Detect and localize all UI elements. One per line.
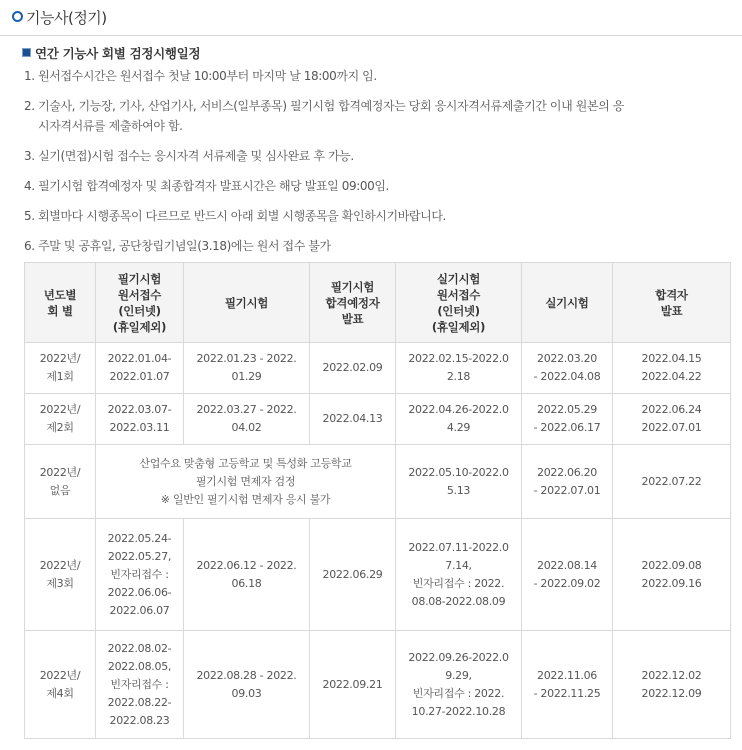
practical-exam-cell: 2022.11.06 - 2022.11.25 bbox=[522, 631, 613, 739]
practical-registration-cell: 2022.09.26-2022.0 9.29, 빈자리접수 : 2022. 10.27-2022.10.28 bbox=[396, 631, 522, 739]
notice-item bbox=[24, 146, 354, 166]
final-pass-cell: 2022.09.08 2022.09.16 bbox=[613, 519, 731, 631]
notice-text: 필기시험 합격예정자 및 최종합격자 발표시간은 해당 발표일 09:00임. bbox=[38, 179, 389, 193]
round-cell: 2022년/ 없음 bbox=[25, 445, 96, 519]
notice-item bbox=[24, 206, 446, 226]
column-header-final-pass: 합격자 발표 bbox=[613, 263, 731, 343]
section-title bbox=[22, 44, 200, 62]
notice-text: 실기(면접)시험 접수는 응시자격 서류제출 및 심사완료 후 가능. bbox=[38, 149, 354, 163]
table-header-row bbox=[25, 263, 731, 343]
table-row bbox=[25, 631, 731, 739]
practical-exam-cell: 2022.08.14 - 2022.09.02 bbox=[522, 519, 613, 631]
written-pass-cell: 2022.04.13 bbox=[310, 394, 396, 445]
notice-number: 4. bbox=[24, 179, 35, 193]
written-pass-cell: 2022.06.29 bbox=[310, 519, 396, 631]
page-header bbox=[0, 0, 742, 36]
practical-registration-cell: 2022.02.15-2022.0 2.18 bbox=[396, 343, 522, 394]
final-pass-cell: 2022.12.02 2022.12.09 bbox=[613, 631, 731, 739]
notice-number: 3. bbox=[24, 149, 35, 163]
written-registration-cell: 2022.03.07- 2022.03.11 bbox=[96, 394, 184, 445]
column-header-round: 년도별 회 별 bbox=[25, 263, 96, 343]
written-pass-cell: 2022.02.09 bbox=[310, 343, 396, 394]
column-header-written-exam: 필기시험 bbox=[184, 263, 310, 343]
practical-registration-cell: 2022.05.10-2022.0 5.13 bbox=[396, 445, 522, 519]
column-header-practical-exam: 실기시험 bbox=[522, 263, 613, 343]
written-exam-cell: 2022.08.28 - 2022. 09.03 bbox=[184, 631, 310, 739]
table-row bbox=[25, 343, 731, 394]
round-cell: 2022년/ 제4회 bbox=[25, 631, 96, 739]
notice-text: 주말 및 공휴일, 공단창립기념일(3.18)에는 원서 접수 불가 bbox=[38, 239, 331, 253]
round-cell: 2022년/ 제1회 bbox=[25, 343, 96, 394]
round-cell: 2022년/ 제2회 bbox=[25, 394, 96, 445]
notice-number: 6. bbox=[24, 239, 35, 253]
practical-registration-cell: 2022.04.26-2022.0 4.29 bbox=[396, 394, 522, 445]
exemption-note-cell: 산업수요 맞춤형 고등학교 및 특성화 고등학교 필기시험 면제자 검정 ※ 일반인 필기시험 면제자 응시 불가 bbox=[96, 445, 396, 519]
notice-item bbox=[24, 236, 331, 256]
written-exam-cell: 2022.06.12 - 2022. 06.18 bbox=[184, 519, 310, 631]
table-row bbox=[25, 394, 731, 445]
column-header-practical-registration: 실기시험 원서접수 (인터넷) (휴일제외) bbox=[396, 263, 522, 343]
practical-exam-cell: 2022.06.20 - 2022.07.01 bbox=[522, 445, 613, 519]
notice-item bbox=[24, 96, 624, 136]
written-pass-cell: 2022.09.21 bbox=[310, 631, 396, 739]
final-pass-cell: 2022.04.15 2022.04.22 bbox=[613, 343, 731, 394]
square-bullet-icon bbox=[22, 48, 31, 57]
notice-item bbox=[24, 66, 377, 86]
notice-text-continued: 시자격서류를 제출하여야 함. bbox=[38, 119, 183, 133]
schedule-table bbox=[24, 262, 731, 739]
column-header-written-pass: 필기시험 합격예정자 발표 bbox=[310, 263, 396, 343]
practical-exam-cell: 2022.05.29 - 2022.06.17 bbox=[522, 394, 613, 445]
notice-text: 회별마다 시행종목이 다르므로 반드시 아래 회별 시행종목을 확인하시기바랍니다. bbox=[38, 209, 446, 223]
notice-text: 원서접수시간은 원서접수 첫날 10:00부터 마지막 날 18:00까지 임. bbox=[38, 69, 377, 83]
notice-number: 2. bbox=[24, 99, 35, 113]
written-registration-cell: 2022.01.04- 2022.01.07 bbox=[96, 343, 184, 394]
written-registration-cell: 2022.05.24- 2022.05.27, 빈자리접수 : 2022.06.06- 2022.06.07 bbox=[96, 519, 184, 631]
table-row bbox=[25, 445, 731, 519]
written-exam-cell: 2022.03.27 - 2022. 04.02 bbox=[184, 394, 310, 445]
written-exam-cell: 2022.01.23 - 2022. 01.29 bbox=[184, 343, 310, 394]
notice-number: 5. bbox=[24, 209, 35, 223]
notice-item bbox=[24, 176, 389, 196]
page-title: 기능사(정기) bbox=[26, 9, 107, 27]
circle-bullet-icon bbox=[12, 11, 23, 22]
practical-exam-cell: 2022.03.20 - 2022.04.08 bbox=[522, 343, 613, 394]
final-pass-cell: 2022.07.22 bbox=[613, 445, 731, 519]
notice-number: 1. bbox=[24, 69, 35, 83]
written-registration-cell: 2022.08.02- 2022.08.05, 빈자리접수 : 2022.08.22- 2022.08.23 bbox=[96, 631, 184, 739]
column-header-written-registration: 필기시험 원서접수 (인터넷) (휴일제외) bbox=[96, 263, 184, 343]
table-row bbox=[25, 519, 731, 631]
final-pass-cell: 2022.06.24 2022.07.01 bbox=[613, 394, 731, 445]
round-cell: 2022년/ 제3회 bbox=[25, 519, 96, 631]
practical-registration-cell: 2022.07.11-2022.0 7.14, 빈자리접수 : 2022. 08.08-2022.08.09 bbox=[396, 519, 522, 631]
notice-text: 기술사, 기능장, 기사, 산업기사, 서비스(일부종목) 필기시험 합격예정자는 당회 응시자격서류제출기간 이내 원본의 응 bbox=[38, 99, 624, 113]
section-title-text: 연간 기능사 회별 검정시행일정 bbox=[35, 46, 201, 61]
